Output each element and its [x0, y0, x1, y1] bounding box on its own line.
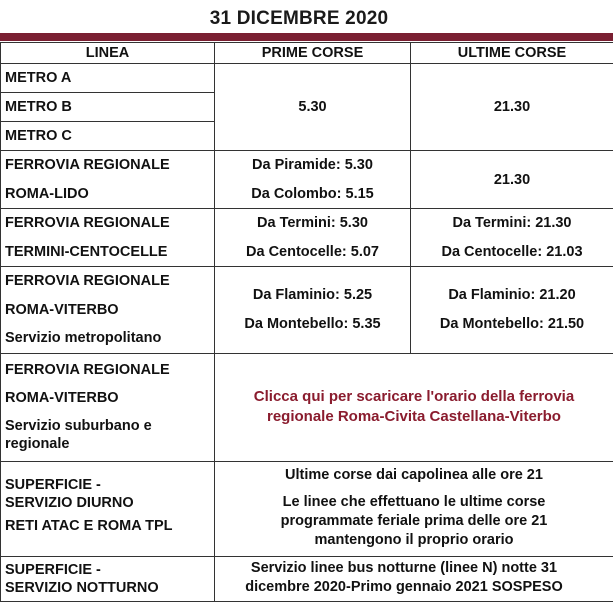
- table-row: [1, 64, 613, 93]
- table-row: [1, 151, 613, 209]
- line-name-part: FERROVIA REGIONALE: [5, 267, 210, 296]
- schedule-entry: Da Centocelle: 21.03: [415, 238, 609, 267]
- title-divider-bar: [0, 33, 613, 41]
- header-ultime-corse: ULTIME CORSE: [411, 43, 613, 64]
- line-name-roma-viterbo-suburbano: [1, 353, 215, 461]
- header-linea: LINEA: [1, 43, 215, 64]
- line-name-part: TERMINI-CENTOCELLE: [5, 238, 210, 267]
- metro-ultime-corse: 21.30: [411, 64, 613, 151]
- info-note: Ultime corse dai capolinea alle ore 21: [255, 466, 573, 485]
- schedule-entry: Da Piramide: 5.30: [219, 151, 406, 180]
- table-row: [1, 353, 613, 461]
- table-row: [1, 556, 613, 601]
- info-note: Servizio linee bus notturne (linee N) notte 31 dicembre 2020-Primo gennaio 2021 SOSPESO: [219, 559, 589, 597]
- table-row: [1, 461, 613, 556]
- schedule-entry: Da Termini: 21.30: [415, 209, 609, 238]
- line-name-part: ROMA-VITERBO: [5, 296, 210, 325]
- page-title: 31 DICEMBRE 2020: [0, 8, 598, 30]
- line-name-part: FERROVIA REGIONALE: [5, 151, 210, 180]
- line-name-termini-centocelle: [1, 209, 215, 267]
- viterbo-metro-ultime-corse: [411, 267, 613, 354]
- schedule-entry: Da Montebello: 5.35: [219, 310, 406, 339]
- line-name-part: SUPERFICIE - SERVIZIO DIURNO: [5, 476, 210, 512]
- lido-prime-corse: [215, 151, 411, 209]
- info-note: Le linee che effettuano le ultime corse programmate feriale prima delle ore 21 mantengono il proprio orario: [255, 493, 573, 550]
- schedule-entry: Da Centocelle: 5.07: [219, 238, 406, 267]
- superficie-notturno-info: [215, 556, 613, 601]
- line-name-metro-c: METRO C: [1, 122, 215, 151]
- superficie-diurno-info: [215, 461, 613, 556]
- table-row: [1, 209, 613, 267]
- line-name-part: SUPERFICIE - SERVIZIO NOTTURNO: [5, 561, 210, 597]
- viterbo-sub-info: [215, 353, 613, 461]
- table-row: [1, 267, 613, 354]
- lido-ultime-corse: 21.30: [411, 151, 613, 209]
- timetable: [0, 42, 613, 602]
- schedule-entry: Da Termini: 5.30: [219, 209, 406, 238]
- line-name-part: Servizio metropolitano: [5, 324, 210, 353]
- line-name-metro-a: METRO A: [1, 64, 215, 93]
- line-name-roma-viterbo-metropolitano: [1, 267, 215, 354]
- line-name-superficie-notturno: [1, 556, 215, 601]
- line-name-part: RETI ATAC E ROMA TPL: [5, 512, 210, 541]
- viterbo-metro-prime-corse: [215, 267, 411, 354]
- centocelle-prime-corse: [215, 209, 411, 267]
- line-name-roma-lido: [1, 151, 215, 209]
- line-name-metro-b: METRO B: [1, 93, 215, 122]
- line-name-part: ROMA-LIDO: [5, 180, 210, 209]
- schedule-entry: Da Montebello: 21.50: [415, 310, 609, 339]
- line-name-part: FERROVIA REGIONALE: [5, 356, 210, 385]
- download-timetable-link[interactable]: Clicca qui per scaricare l'orario della ferrovia regionale Roma-Civita Castellana-Viterbo: [227, 387, 601, 427]
- centocelle-ultime-corse: [411, 209, 613, 267]
- schedule-entry: Da Flaminio: 21.20: [415, 281, 609, 310]
- metro-prime-corse: 5.30: [215, 64, 411, 151]
- header-prime-corse: PRIME CORSE: [215, 43, 411, 64]
- schedule-entry: Da Colombo: 5.15: [219, 180, 406, 209]
- header-row: [1, 43, 613, 64]
- line-name-part: Servizio suburbano e regionale: [5, 413, 210, 453]
- line-name-part: FERROVIA REGIONALE: [5, 209, 210, 238]
- line-name-superficie-diurno: [1, 461, 215, 556]
- schedule-entry: Da Flaminio: 5.25: [219, 281, 406, 310]
- line-name-part: ROMA-VITERBO: [5, 384, 210, 413]
